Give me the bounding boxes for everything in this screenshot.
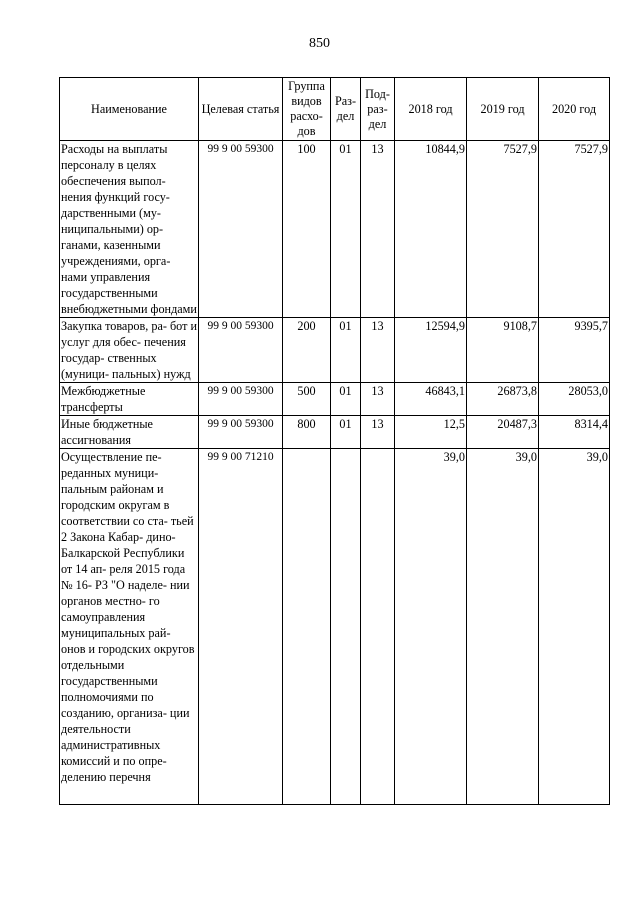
cell-target: 99 9 00 59300 [199, 383, 283, 416]
cell-section: 01 [331, 141, 361, 318]
header-2020: 2020 год [539, 78, 610, 141]
cell-2020: 39,0 [539, 449, 610, 805]
cell-2018: 46843,1 [395, 383, 467, 416]
cell-2019: 20487,3 [467, 416, 539, 449]
cell-group: 200 [283, 318, 331, 383]
cell-2019: 39,0 [467, 449, 539, 805]
cell-section: 01 [331, 383, 361, 416]
cell-name: Межбюджетные трансферты [60, 383, 199, 416]
cell-subsection: 13 [361, 318, 395, 383]
page-number: 850 [309, 36, 330, 51]
cell-name: Расходы на выплаты персоналу в целях обеспечения выпол- нения функций госу- дарственными (му- ниципальными) ор- ганами, казенными учреждениями, орга- нами управления государственными внебюджетными фондами [61, 142, 197, 316]
header-name: Наименование [60, 78, 199, 141]
table-row [60, 318, 610, 383]
cell-2018: 10844,9 [395, 141, 467, 318]
cell-name: Иные бюджетные ассигнования [60, 416, 199, 449]
cell-target: 99 9 00 59300 [199, 318, 283, 383]
cell-2019: 7527,9 [467, 141, 539, 318]
cell-name: Осуществление пе- реданных муници- пальным районам и городским округам в соответствии со ста- тьей 2 Закона Кабар- дино-Балкарской Республики от 14 ап- реля 2015 года № 16- РЗ "О наделе- нии органов местно- го самоуправления муниципальных рай- онов и городских округов отдельными государственными полномочиями по созданию, организа- ции деятельности административных комиссий и по опре- делению перечня [60, 449, 199, 805]
cell-section [331, 449, 361, 805]
cell-2019: 9108,7 [467, 318, 539, 383]
budget-table [59, 77, 610, 805]
cell-group: 500 [283, 383, 331, 416]
cell-group: 800 [283, 416, 331, 449]
cell-group [283, 449, 331, 805]
table-header-row [60, 78, 610, 141]
header-group: Группа видов расхо- дов [283, 78, 331, 141]
header-2018: 2018 год [395, 78, 467, 141]
cell-target: 99 9 00 59300 [199, 416, 283, 449]
cell-name: Закупка товаров, ра- бот и услуг для обес- печения государ- ственных (муници- пальных) нужд [61, 319, 198, 381]
cell-target: 99 9 00 71210 [199, 449, 283, 805]
cell-subsection: 13 [361, 141, 395, 318]
cell-section: 01 [331, 416, 361, 449]
header-2019: 2019 год [467, 78, 539, 141]
table-row [60, 383, 610, 416]
cell-target: 99 9 00 59300 [199, 141, 283, 318]
cell-section: 01 [331, 318, 361, 383]
header-target: Целевая статья [199, 78, 283, 141]
cell-2020: 8314,4 [539, 416, 610, 449]
cell-subsection: 13 [361, 416, 395, 449]
cell-2020: 7527,9 [539, 141, 610, 318]
cell-group: 100 [283, 141, 331, 318]
cell-2018: 12,5 [395, 416, 467, 449]
header-subsection: Под- раз- дел [361, 78, 395, 141]
cell-2018: 39,0 [395, 449, 467, 805]
cell-2018: 12594,9 [395, 318, 467, 383]
table-row [60, 416, 610, 449]
cell-2020: 28053,0 [539, 383, 610, 416]
table-row [60, 141, 610, 318]
cell-subsection: 13 [361, 383, 395, 416]
cell-2020: 9395,7 [539, 318, 610, 383]
cell-subsection [361, 449, 395, 805]
table-row [60, 449, 610, 805]
cell-2019: 26873,8 [467, 383, 539, 416]
header-section: Раз- дел [331, 78, 361, 141]
